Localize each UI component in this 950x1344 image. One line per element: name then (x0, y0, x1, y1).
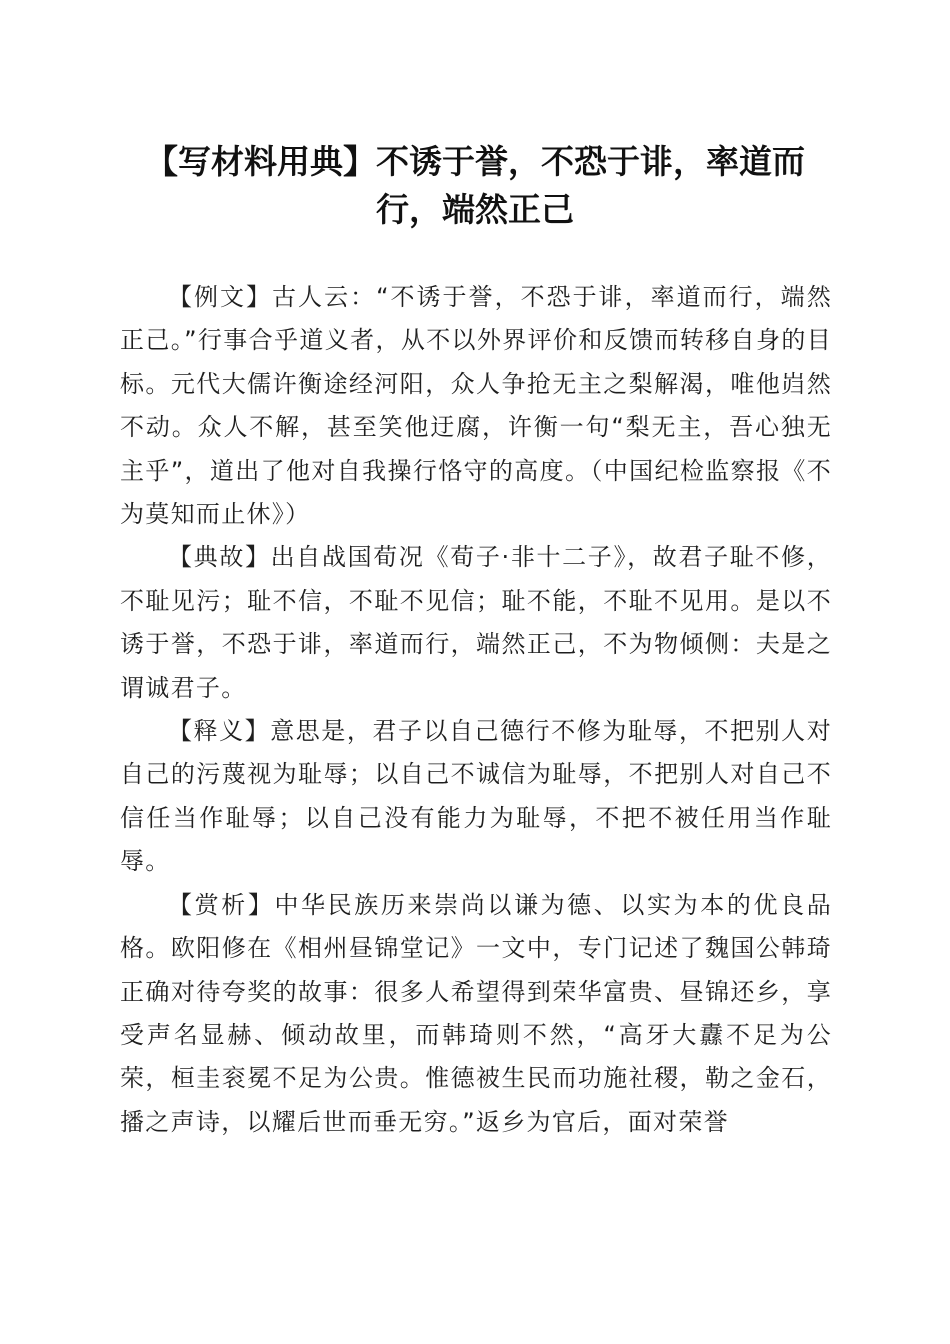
paragraph-tag: 【例文】 (168, 283, 273, 311)
paragraph-text: 中华民族历来崇尚以谦为德、以实为本的优良品格。欧阳修在《相州昼锦堂记》一文中，专门记述了魏国公韩琦正确对待夸奖的故事：很多人希望得到荣华富贵、昼锦还乡，享受声名显赫、倾动故里，而韩琦则不然，“高牙大纛不足为公荣，桓圭衮冕不足为公贵。惟德被生民而功施社稷，勒之金石，播之声诗，以耀后世而垂无穷。”返乡为官后，面对荣誉 (120, 890, 832, 1136)
paragraph-text: 古人云：“不诱于誉，不恐于诽，率道而行，端然正己。”行事合乎道义者，从不以外界评价和反馈而转移自身的目标。元代大儒许衡途经河阳，众人争抢无主之梨解渴，唯他岿然不动。众人不解，甚至笑他迂腐，许衡一句“梨无主，吾心独无主乎”，道出了他对自我操行恪守的高度。（中国纪检监察报《不为莫知而止休》） (120, 283, 832, 529)
document-body (120, 276, 832, 1144)
paragraph-text: 出自战国荀况《荀子·非十二子》，故君子耻不修，不耻见污；耻不信，不耻不见信；耻不能，不耻不见用。是以不诱于誉，不恐于诽，率道而行，端然正己，不为物倾侧：夫是之谓诚君子。 (120, 543, 833, 702)
paragraph-tag: 【赏析】 (168, 890, 275, 919)
paragraph-tag: 【释义】 (168, 717, 271, 746)
paragraph-appreciation (120, 884, 832, 1144)
paragraph-text: 意思是，君子以自己德行不修为耻辱，不把别人对自己的污蔑视为耻辱；以自己不诚信为耻辱，不把别人对自己不信任当作耻辱；以自己没有能力为耻辱，不把不被任用当作耻辱。 (120, 717, 832, 876)
paragraph-allusion (120, 536, 832, 710)
paragraph-meaning (120, 710, 832, 884)
paragraph-tag: 【典故】 (168, 543, 271, 572)
paragraph-example (120, 276, 832, 536)
document-title: 【写材料用典】不诱于誉，不恐于诽，率道而行，端然正己 (145, 142, 805, 229)
